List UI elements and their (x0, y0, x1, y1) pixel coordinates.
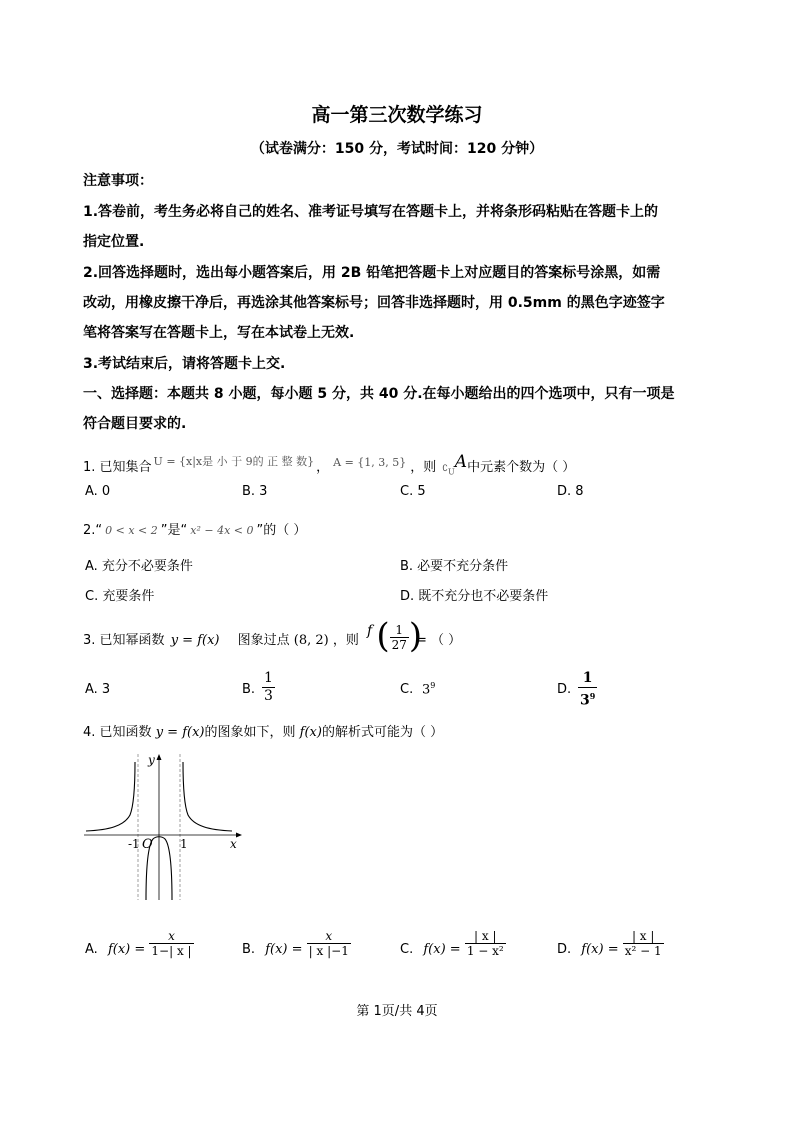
notes-line: 1.答卷前，考生务必将自己的姓名、准考证号填写在答题卡上，并将条形码粘贴在答题卡上的 (83, 204, 659, 220)
q2-mid: ”是“ (160, 523, 188, 538)
q2-condition-2: x² − 4x < 0 (190, 524, 254, 537)
q3-option-c-value (422, 681, 435, 697)
q2-stem (83, 519, 306, 538)
q2-option-d: D. 既不充分也不必要条件 (400, 589, 549, 604)
q3-right-paren: ) (408, 616, 423, 656)
q4-option-d-den: x² − 1 (624, 944, 662, 958)
q2-condition-1: 0 < x < 2 (105, 524, 158, 537)
q4-mid: 的图象如下，则 (204, 725, 296, 740)
q4-option-a-lhs: f(x) = (107, 942, 146, 957)
q1-option-c: C. 5 (400, 484, 426, 499)
q1-complement-sub: U (448, 467, 455, 477)
q3-option-d-num: 1 (578, 670, 597, 688)
q3-then: ，则 (332, 633, 359, 648)
q4-option-d-label: D. (557, 942, 572, 957)
q3-left-paren: ( (376, 616, 390, 656)
q3-option-d-value (578, 670, 597, 710)
q4-option-c-num: | x | (465, 929, 506, 944)
q4-option-a-fraction (149, 929, 193, 958)
q4-option-b-den: | x |−1 (308, 944, 349, 958)
q1-set-a: A = {1, 3, 5} (333, 456, 407, 469)
q3-option-c-exp: 9 (430, 681, 436, 690)
graph-y-label: y (148, 753, 155, 767)
section-heading: 一、选择题：本题共 8 小题，每小题 5 分，共 40 分.在每小题给出的四个选项中，只有一项是 (83, 386, 675, 402)
q1-set-u: U = {x|x是 小 于 9的 正 整 数} (153, 455, 315, 468)
q4-option-d-lhs: f(x) = (581, 942, 619, 957)
q4-option-a-label: A. (85, 942, 98, 957)
q3-option-b-label: B. (242, 682, 256, 697)
q4-option-b-num: x (307, 929, 351, 944)
q3-option-d-label: D. (557, 682, 572, 697)
q3-option-b-value (262, 670, 275, 705)
q3-option-c-label: C. (400, 682, 414, 697)
q4-option-b-label: B. (242, 942, 256, 957)
q3-option-d-den-base: 3 (580, 692, 590, 709)
q2-option-b: B. 必要不充分条件 (400, 559, 509, 574)
q1-option-d: D. 8 (557, 484, 584, 499)
y-axis-arrow (157, 754, 162, 760)
q4-option-a-num: x (149, 929, 193, 944)
q3-stem-start (83, 629, 359, 648)
q3-function: y = f(x) (170, 633, 220, 648)
q3-suffix: = （ ） (416, 633, 462, 648)
q3-mid: 图象过点 (237, 633, 290, 648)
q2-option-a: A. 充分不必要条件 (85, 559, 193, 574)
q3-point: (8, 2) (293, 633, 329, 648)
q4-fx: f(x) (299, 725, 322, 740)
q4-option-c-lhs: f(x) = (423, 942, 461, 957)
curve-left-branch (86, 762, 135, 831)
notes-line: 3.考试结束后，请将答题卡上交. (83, 356, 286, 372)
q4-suffix: 的解析式可能为（ ） (321, 725, 444, 740)
q3-option-b-den: 3 (264, 688, 273, 704)
q3-option-b-num: 1 (264, 670, 273, 686)
q2-option-c: C. 充要条件 (85, 589, 155, 604)
q3-f: f (367, 623, 373, 639)
q4-option-c-den: 1 − x² (466, 944, 504, 958)
q4-function-graph (84, 750, 244, 902)
q4-option-a-den: 1−| x | (151, 944, 192, 958)
q1-option-a: A. 0 (85, 484, 111, 499)
q1-complement-symbol: ∁ (442, 464, 449, 474)
q4-stem (83, 721, 443, 740)
q2-prefix: 2.“ (83, 523, 103, 538)
notes-line: 指定位置. (83, 234, 145, 250)
q4-option-b (242, 929, 351, 964)
q4-option-b-fraction (307, 929, 351, 958)
x-axis-arrow (236, 833, 242, 838)
q4-option-d-num: | x | (623, 929, 664, 944)
page-number: 第 1页/共 4页 (356, 1004, 438, 1019)
q2-suffix: ”的（ ） (256, 523, 307, 538)
q1-stem (83, 452, 576, 477)
section-heading: 符合题目要求的. (83, 416, 187, 432)
q3-option-c-base: 3 (422, 682, 431, 698)
notes-line: 改动，用橡皮擦干净后，再选涂其他答案标号；回答非选择题时，用 0.5mm 的黑色字迹签字 (83, 295, 665, 311)
curve-right-branch (183, 762, 232, 831)
q1-complement-a: A (454, 452, 468, 472)
notes-heading: 注意事项： (83, 173, 153, 189)
q1-prefix: 1. 已知集合 (83, 460, 152, 475)
q4-function: y = f(x) (155, 725, 205, 740)
graph-x-label: x (230, 837, 237, 851)
q3-expression (367, 616, 422, 660)
q3-argument (390, 623, 409, 652)
q4-option-d (557, 929, 664, 964)
graph-tick-pos: 1 (180, 837, 188, 851)
q1-then: ，则 (410, 460, 437, 475)
q4-option-c-label: C. (400, 942, 414, 957)
q3-arg-num: 1 (390, 623, 409, 638)
q1-option-b: B. 3 (242, 484, 268, 499)
q3-prefix: 3. 已知幂函数 (83, 633, 165, 648)
q4-option-a (85, 929, 194, 964)
q3-option-d-den (578, 688, 597, 710)
q3-arg-den: 27 (391, 638, 407, 652)
graph-origin: O (142, 837, 153, 852)
q4-option-c-fraction (465, 929, 506, 958)
q3-option-a: A. 3 (85, 682, 111, 697)
q4-option-d-fraction (623, 929, 664, 958)
q3-option-d-den-exp: 9 (589, 691, 596, 701)
q4-prefix: 4. 已知函数 (83, 725, 152, 740)
page-title: 高一第三次数学练习 (311, 104, 483, 126)
q4-option-b-lhs: f(x) = (265, 942, 303, 957)
exam-info: （试卷满分：150 分，考试时间：120 分钟） (250, 141, 544, 157)
q4-option-c (400, 929, 506, 964)
notes-line: 笔将答案写在答题卡上，写在本试卷上无效. (83, 325, 355, 341)
notes-line: 2.回答选择题时，选出每小题答案后，用 2B 铅笔把答题卡上对应题目的答案标号涂黑，如需 (83, 265, 661, 281)
graph-tick-neg: -1 (128, 837, 140, 851)
q1-comma: ， (316, 460, 330, 475)
q1-suffix: 中元素个数为（ ） (467, 460, 576, 475)
